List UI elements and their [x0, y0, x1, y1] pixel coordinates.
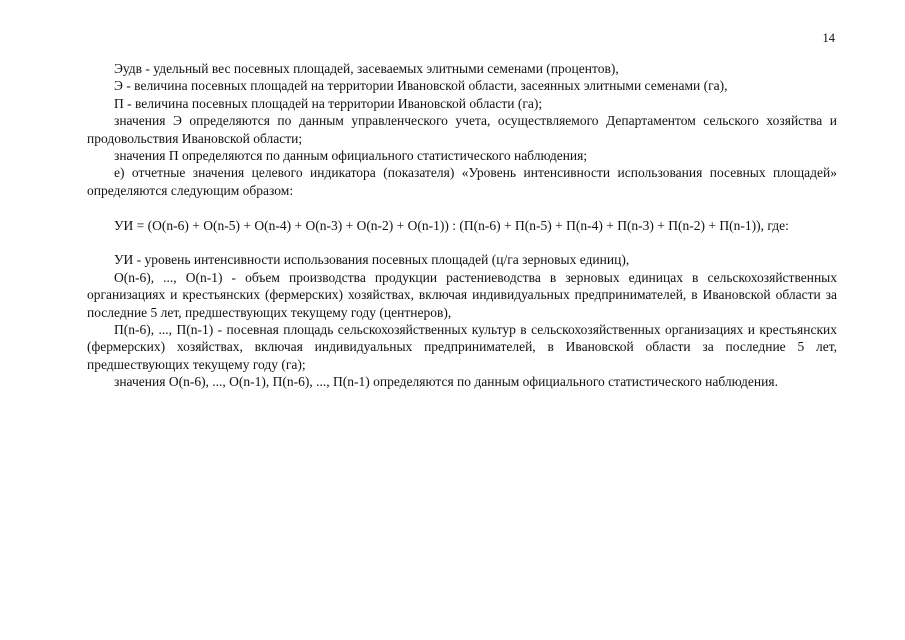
page-number: 14 [822, 31, 835, 45]
formula-ui: УИ = (O(n-6) + O(n-5) + O(n-4) + O(n-3) + O(n-2) + O(n-1)) : (П(n-6) + П(n-5) + П(n-4) + П(n-3) + П(n-2) + П(n-1)), где: [114, 217, 789, 233]
paragraph-e-source: значения Э определяются по данным управленческого учета, осуществляемого Департаментом сельского хозяйства и продовольствия Ивановской области; [87, 113, 837, 146]
paragraph-e-definition: Э - величина посевных площадей на территории Ивановской области, засеянных элитными семенами (га), [114, 78, 728, 94]
definition-values-source: значения O(n-6), ..., O(n-1), П(n-6), ..., П(n-1) определяются по данным официального статистического наблюдения. [114, 374, 778, 390]
document-body [87, 60, 837, 391]
paragraph-indicator-intro: е) отчетные значения целевого индикатора (показателя) «Уровень интенсивности использования посевных площадей» определяются следующим образом: [87, 165, 837, 198]
definition-o-volume: O(n-6), ..., O(n-1) - объем производства продукции растениеводства в зерновых единицах в сельскохозяйственных организациях и крестьянских (фермерских) хозяйствах, включая индивидуальных предпринимателей, в Ивановской области за последние 5 лет, предшествующих текущему году (центнеров), [87, 269, 837, 320]
paragraph-p-definition: П - величина посевных площадей на территории Ивановской области (га); [114, 95, 543, 111]
paragraph-eudv-definition: Эудв - удельный вес посевных площадей, засеваемых элитными семенами (процентов), [114, 61, 619, 76]
paragraph-p-source: значения П определяются по данным официального статистического наблюдения; [114, 148, 588, 164]
definition-ui: УИ - уровень интенсивности использования посевных площадей (ц/га зерновых единиц), [114, 252, 630, 268]
definition-p-area: П(n-6), ..., П(n-1) - посевная площадь сельскохозяйственных культур в сельскохозяйственных организациях и крестьянских (фермерских) хозяйствах, включая индивидуальных предпринимателей, в Ивановской области за последние 5 лет, предшествующих текущему году (га); [87, 322, 837, 372]
